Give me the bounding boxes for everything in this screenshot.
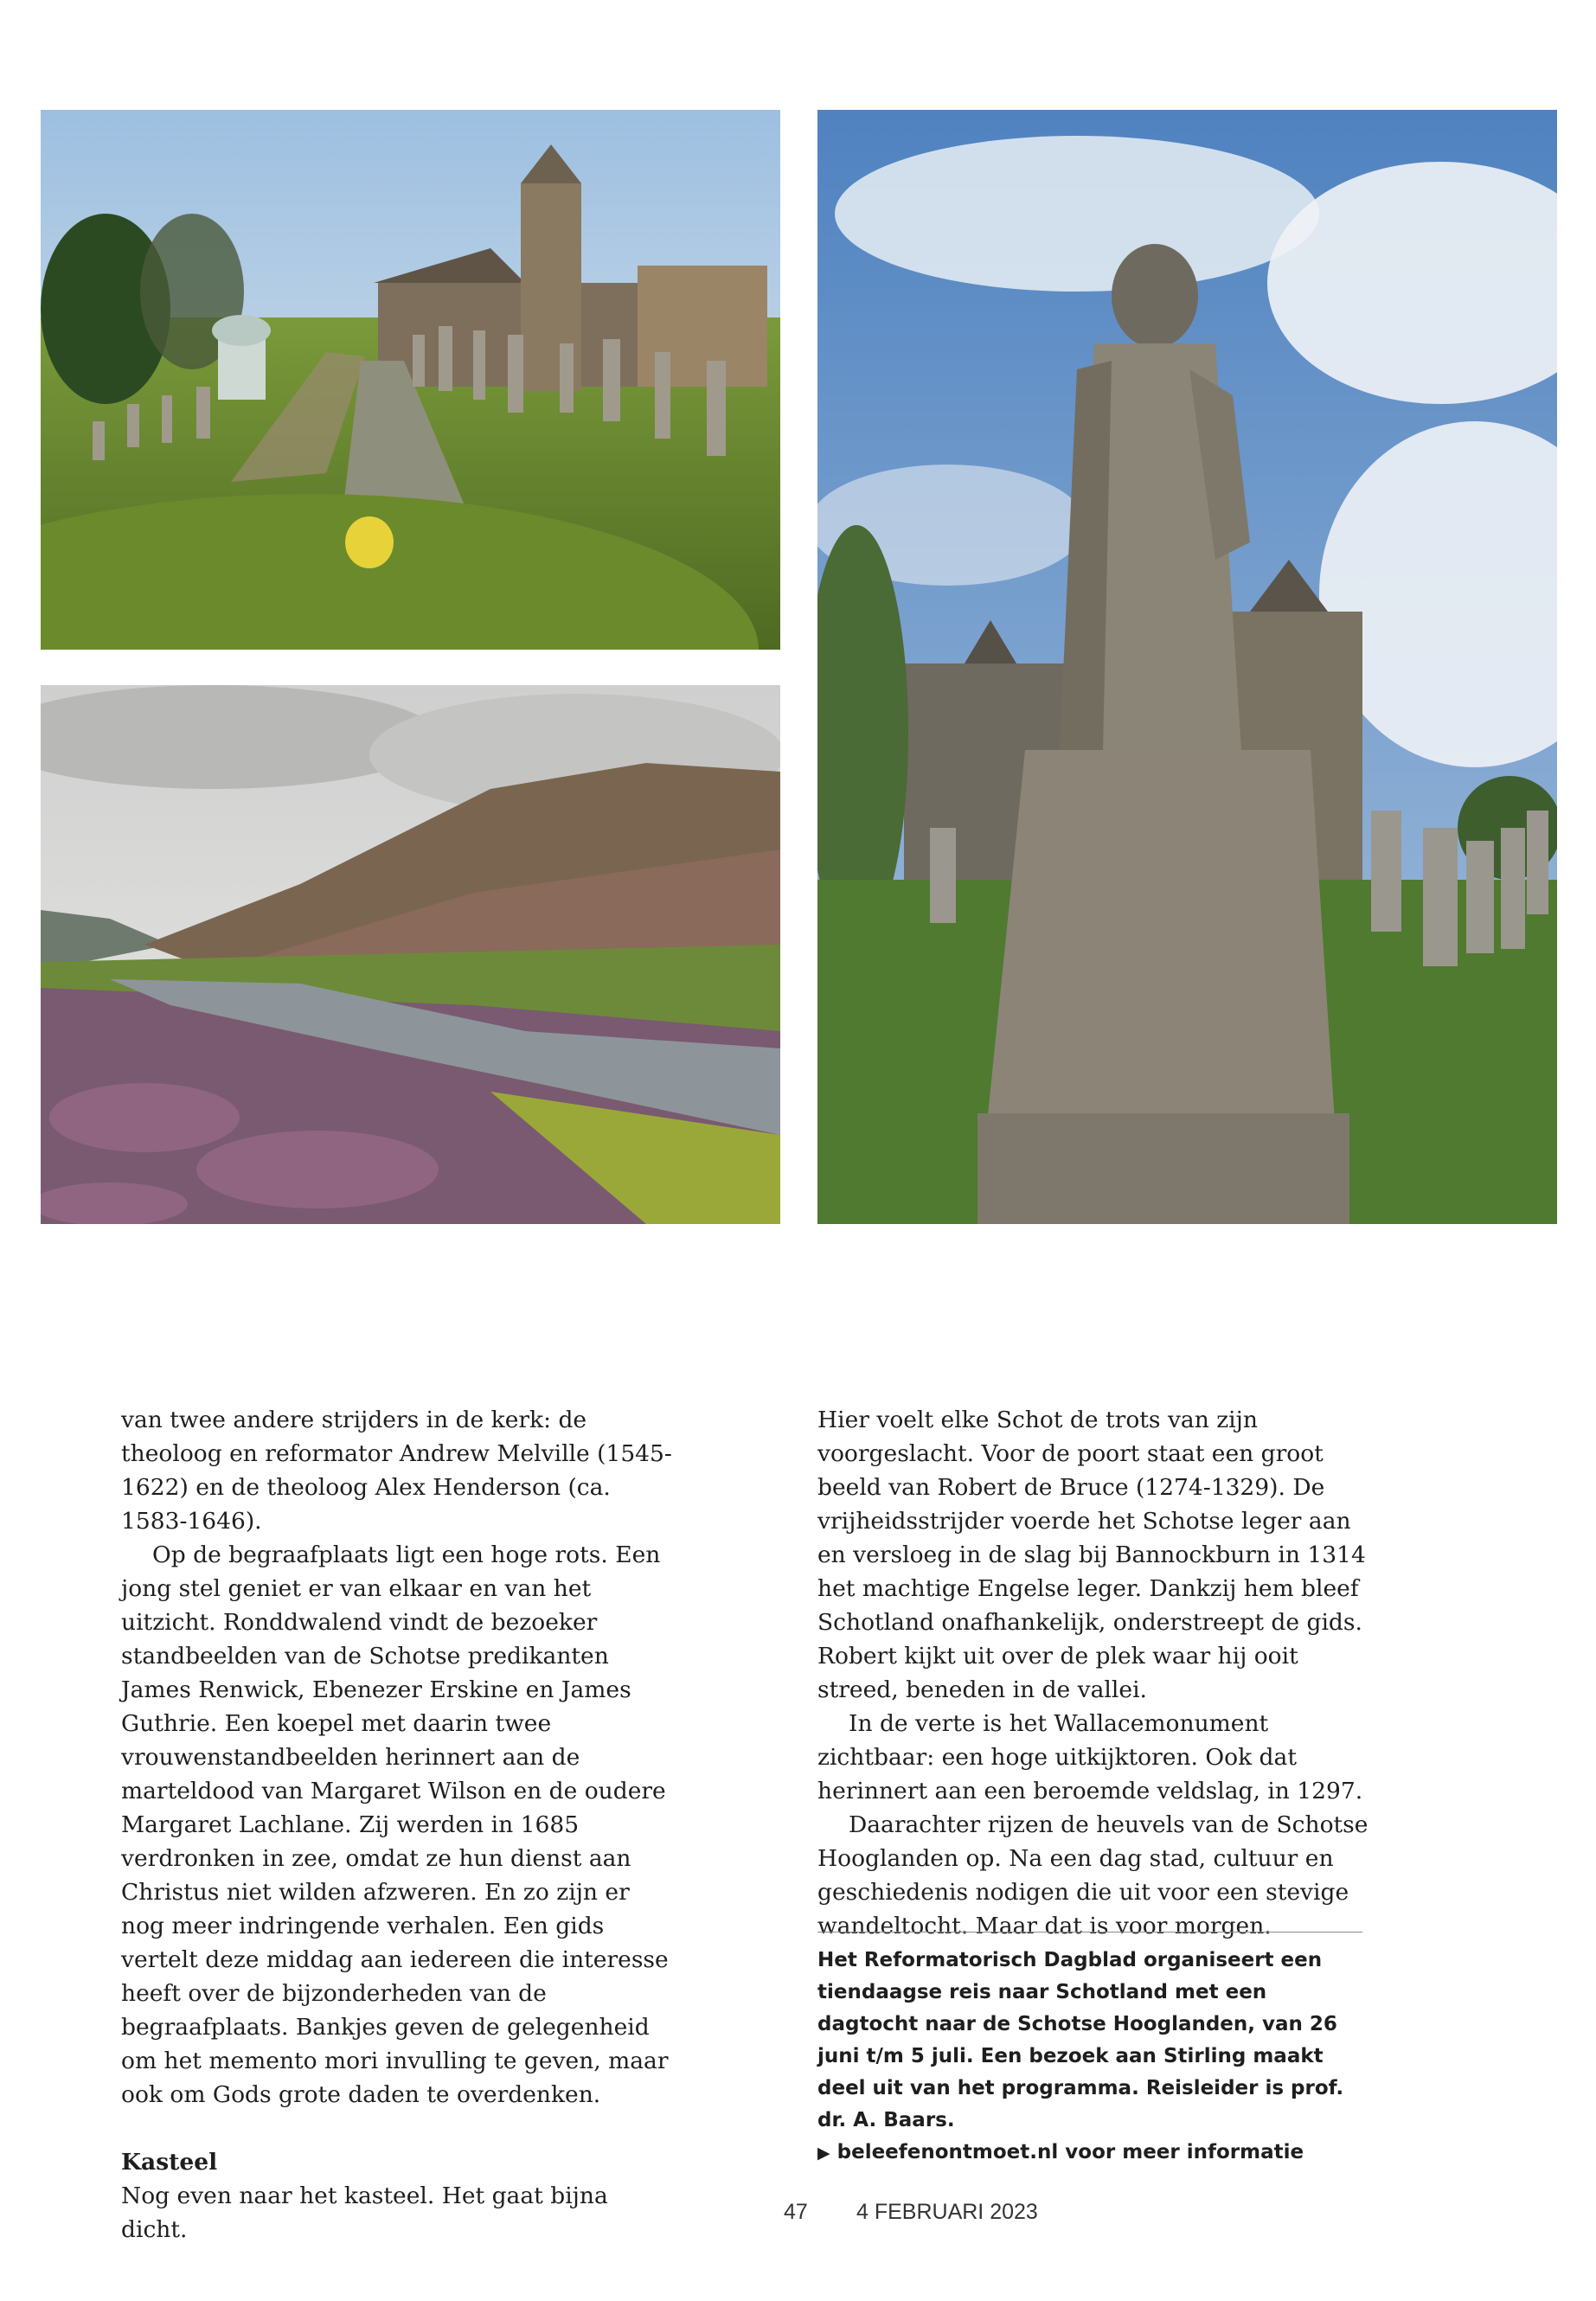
article-paragraph: Nog even naar het kasteel. Het gaat bijna dicht. <box>121 2182 608 2243</box>
article-paragraph: Daarachter rijzen de heuvels van de Schotse Hooglanden op. Na een dag stad, cultuur en geschiedenis nodigen die uit voor een stevige wandeltocht. Maar dat is voor morgen. <box>817 1811 1368 1939</box>
churchyard-cemetery-photo <box>41 110 780 650</box>
article-paragraph: van twee andere strijders in de kerk: de theoloog en reformator Andrew Melville (1545-1622) en de theoloog Alex Henderson (ca. 1583-1646). <box>121 1407 672 1535</box>
article-paragraph: Hier voelt elke Schot de trots van zijn voorgeslacht. Voor de poort staat een groot beeld van Robert de Bruce (1274-1329). De vrijheidsstrijder voerde het Schotse leger aan en versloeg in de slag bij Bannockburn in 1314 het machtige Engelse leger. Dankzij hem bleef Schotland onafhankelijk, onderstreept de gids. Robert kijkt uit over de plek waar hij ooit streed, beneden in de vallei. <box>817 1407 1366 1703</box>
article-left-column <box>121 1403 675 2247</box>
travel-info-text: Het Reformatorisch Dagblad organiseert een tiendaagse reis naar Schotland met een dagtocht naar de Schotse Hooglanden, van 26 juni t/m 5 juli. Een bezoek aan Stirling maakt deel uit van het programma. Reisleider is prof. dr. A. Baars. <box>817 1949 1344 2131</box>
statue-in-cemetery-photo <box>817 110 1557 1224</box>
page-number: 47 <box>784 2200 808 2224</box>
article-right-column <box>817 1403 1371 1943</box>
more-info-link[interactable] <box>817 2137 1362 2170</box>
article-paragraph: In de verte is het Wallacemonument zichtbaar: een hoge uitkijktoren. Ook dat herinnert aan een beroemde veldslag, in 1297. <box>817 1710 1363 1804</box>
play-arrow-icon: ▶ <box>817 2144 830 2163</box>
travel-info-box <box>817 1932 1362 2170</box>
more-info-link-text: beleefenontmoet.nl voor meer informatie <box>836 2141 1304 2163</box>
issue-date: 4 FEBRUARI 2023 <box>856 2200 1038 2224</box>
section-heading: Kasteel <box>121 2149 218 2176</box>
article-paragraph: Op de begraafplaats ligt een hoge rots. Een jong stel geniet er van elkaar en van het uitzicht. Ronddwalend vindt de bezoeker standbeelden van de Schotse predikanten James Renwick, Ebenezer Erskine en James Guthrie. Een koepel met daarin twee vrouwenstandbeelden herinnert aan de marteldood van Margaret Wilson en de oudere Margaret Lachlane. Zij werden in 1685 verdronken in zee, omdat ze hun dienst aan Christus niet wilden afzweren. En zo zijn er nog meer indringende verhalen. Een gids vertelt deze middag aan iedereen die interesse heeft over de bijzonderheden van de begraafplaats. Bankjes geven de gelegenheid om het memento mori invulling te geven, maar ook om Gods grote daden te overdenken. <box>121 1541 669 2108</box>
highland-river-heather-photo <box>41 685 780 1224</box>
